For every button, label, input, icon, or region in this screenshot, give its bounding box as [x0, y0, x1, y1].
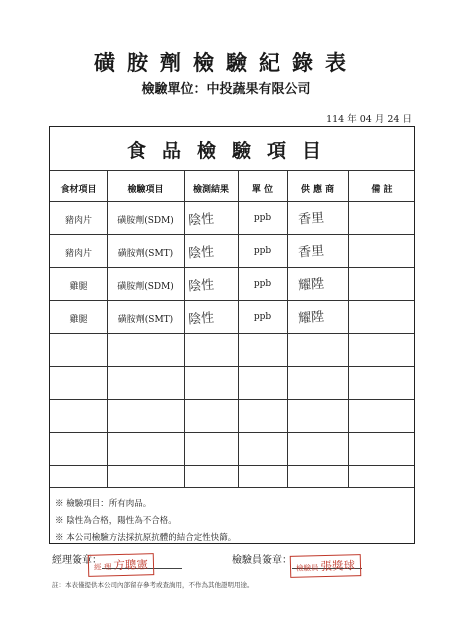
column-header-note: 備 註	[371, 185, 393, 195]
cell-result: 陰性	[187, 211, 215, 229]
section-title: 食品檢驗項目	[126, 140, 337, 162]
cell-result: 陰性	[187, 244, 215, 262]
note-criteria: ※ 陰性為合格，陽性為不合格。	[55, 516, 177, 526]
cell-result: 陰性	[187, 310, 215, 328]
manager-stamp-name: 方聰憲	[113, 557, 149, 573]
column-header-item: 檢驗項目	[127, 185, 164, 195]
divider	[50, 487, 414, 488]
divider	[50, 465, 414, 466]
cell-supplier: 香里	[297, 243, 325, 261]
manager-stamp	[88, 553, 154, 577]
inspector-stamp-name: 張獎球	[320, 558, 356, 574]
cell-unit: ppb	[253, 279, 272, 289]
divider	[50, 234, 414, 235]
cell-item: 磺胺劑(SMT)	[117, 249, 174, 259]
cell-result: 陰性	[187, 277, 215, 295]
divider	[50, 366, 414, 367]
column-header-food: 食材項目	[60, 185, 97, 195]
footer-note: 註：本表僅提供本公司內部留存參考或查詢用，不作為其他證明用途。	[52, 581, 254, 589]
divider	[50, 432, 414, 433]
manager-stamp-role: 經 理	[93, 562, 112, 572]
divider	[50, 170, 414, 171]
inspector-signature-label: 檢驗員簽章：	[232, 555, 292, 566]
cell-unit: ppb	[253, 312, 272, 322]
document-date: 114 年 04 月 24 日	[326, 114, 412, 125]
cell-item: 磺胺劑(SDM)	[117, 282, 174, 292]
divider	[50, 267, 414, 268]
manager-signature-label: 經理簽章：	[52, 555, 102, 566]
cell-item: 磺胺劑(SDM)	[117, 216, 174, 226]
inspector-stamp	[290, 554, 362, 578]
cell-food: 豬肉片	[64, 249, 92, 259]
cell-food: 雞腿	[69, 315, 88, 325]
inspection-table	[49, 126, 415, 544]
divider	[50, 333, 414, 334]
cell-unit: ppb	[253, 246, 272, 256]
column-divider	[287, 170, 288, 487]
note-scope: ※ 檢驗項目：所有肉品。	[55, 499, 152, 509]
document-title: 磺胺劑檢驗紀錄表	[94, 50, 358, 75]
cell-item: 磺胺劑(SMT)	[117, 315, 174, 325]
cell-supplier: 香里	[297, 210, 325, 228]
cell-supplier: 耀陞	[297, 309, 325, 327]
inspection-unit: 檢驗單位：中投蔬果有限公司	[141, 82, 311, 97]
divider	[50, 399, 414, 400]
cell-food: 豬肉片	[64, 216, 92, 226]
inspector-stamp-role: 檢驗員	[295, 563, 319, 573]
column-divider	[348, 170, 349, 487]
cell-supplier: 耀陞	[297, 276, 325, 294]
cell-food: 雞腿	[69, 282, 88, 292]
divider	[50, 300, 414, 301]
column-header-result: 檢測結果	[192, 185, 229, 195]
cell-unit: ppb	[253, 213, 272, 223]
divider	[50, 201, 414, 202]
note-method: ※ 本公司檢驗方法採抗原抗體的結合定性快篩。	[55, 533, 237, 543]
column-header-supplier: 供 應 商	[300, 185, 335, 195]
column-header-unit: 單 位	[251, 185, 274, 195]
column-divider	[184, 170, 185, 487]
